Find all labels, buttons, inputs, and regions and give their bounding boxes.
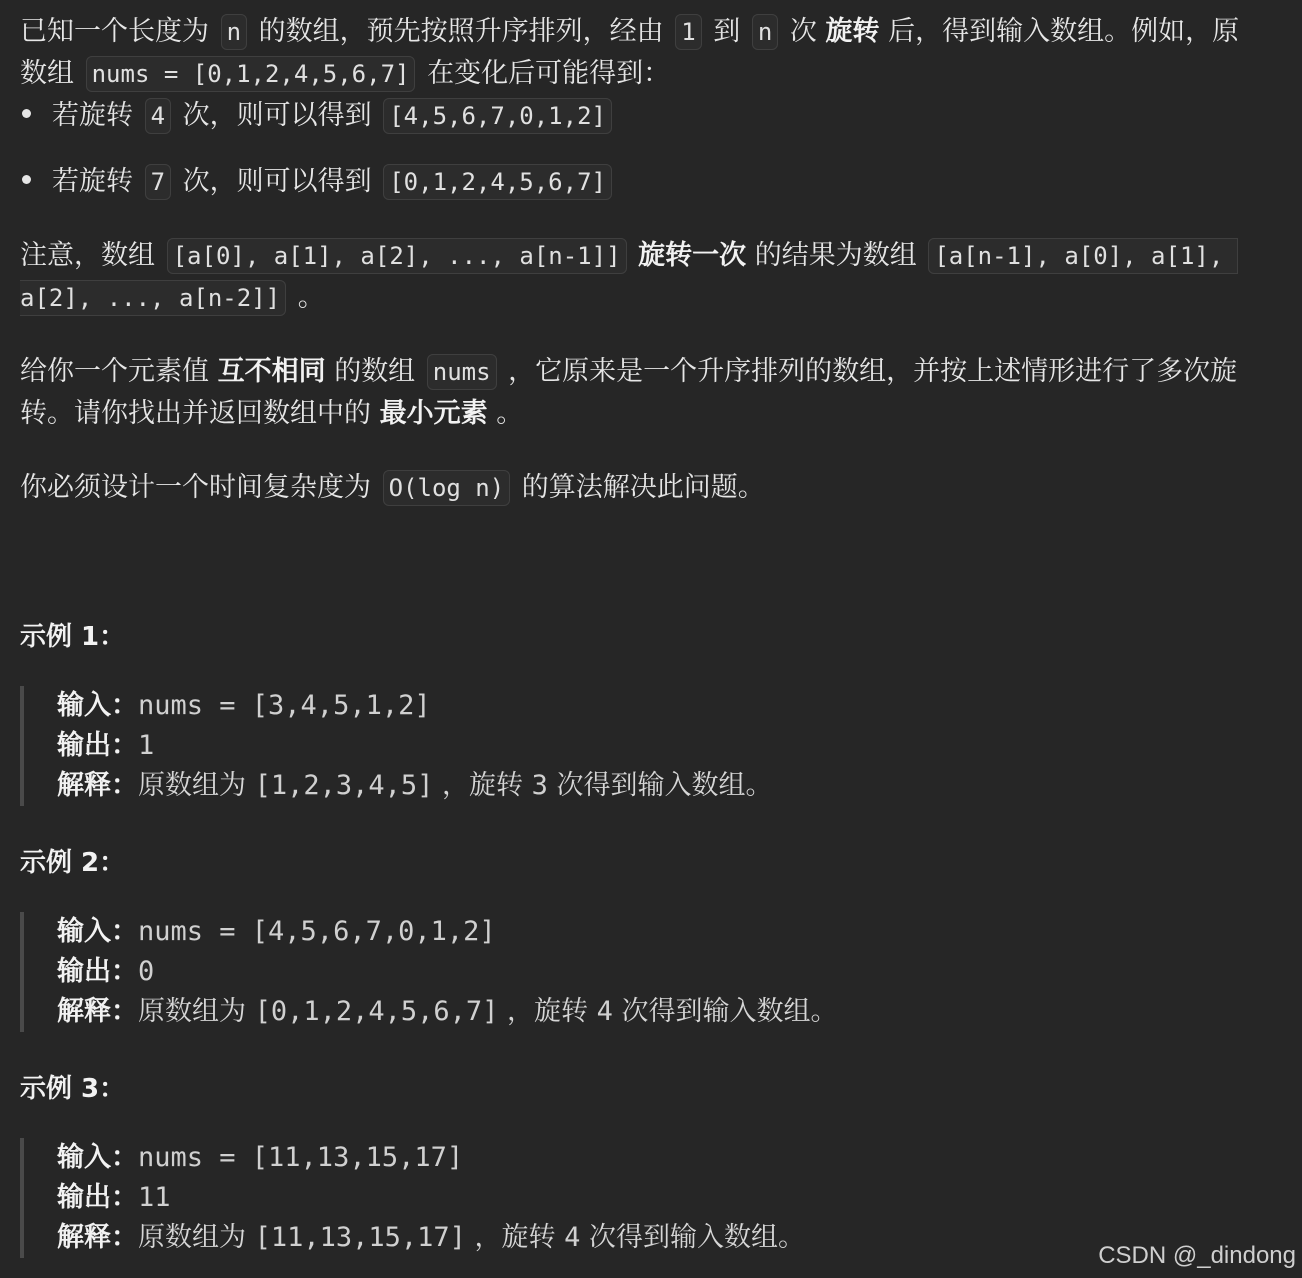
explain-text: 原数组为 [138,1222,246,1253]
text: 已知一个长度为 [20,16,209,47]
input-label: 输入： [57,916,138,947]
inline-code: 4 [145,98,171,134]
note-line-2 [20,278,325,318]
text: 你必须设计一个时间复杂度为 [20,472,371,503]
explain-text: 原数组为 [138,996,246,1027]
bold-text: 旋转一次 [638,240,747,271]
example-3-heading: 示例 3： [20,1074,126,1104]
explain-array: [1,2,3,4,5] [254,770,434,801]
input-label: 输入： [57,1142,138,1173]
example-1-block [20,686,1264,806]
bullet-item-2 [22,162,615,202]
explain-text: ，旋转 [507,996,589,1027]
explain-text: 原数组为 [138,770,246,801]
text: 到 [713,16,741,47]
bold-text: 旋转 [825,16,880,47]
example-explanation [57,1218,805,1258]
text: 次 [789,16,817,47]
inline-code: n [752,14,778,50]
text: 次，则可以得到 [182,100,372,131]
bullet-item-1 [22,96,615,136]
inline-code: [0,1,2,4,5,6,7] [383,164,612,200]
explain-text: 次得到输入数组。 [588,1222,805,1253]
output-value: 11 [138,1182,171,1213]
example-2-heading: 示例 2： [20,848,126,878]
explain-count: 4 [564,1222,581,1253]
bold-text: 最小元素 [379,398,488,429]
example-2-block [20,912,1264,1032]
bullet-dot-icon [22,175,31,184]
output-label: 输出： [57,730,138,761]
inline-code: nums [427,354,497,390]
bullet-dot-icon [22,109,31,118]
text: 的算法解决此问题。 [521,472,765,503]
text: 次，则可以得到 [182,166,372,197]
example-input [57,1138,463,1178]
example-explanation [57,992,837,1032]
description-line-2 [20,394,523,434]
example-3-block [20,1138,1264,1258]
example-input [57,912,496,952]
text: 的结果为数组 [754,240,917,271]
inline-code: nums = [0,1,2,4,5,6,7] [86,56,416,92]
input-value: nums = [3,4,5,1,2] [138,690,431,721]
text: 的数组，预先按照升序排列，经由 [258,16,664,47]
text: 。 [297,282,325,313]
example-explanation [57,766,772,806]
example-output [57,952,154,992]
note-line-1 [20,236,1238,276]
complexity-requirement [20,468,765,508]
explain-count: 3 [531,770,548,801]
inline-code: 7 [145,164,171,200]
explain-array: [0,1,2,4,5,6,7] [254,996,499,1027]
text: 的数组 [334,356,416,387]
explain-label: 解释： [57,996,138,1027]
explain-label: 解释： [57,1222,138,1253]
text: 注意，数组 [20,240,155,271]
inline-code: [a[0], a[1], a[2], ..., a[n-1]] [167,238,627,274]
text: 后，得到输入数组。例如，原 [888,16,1240,47]
input-value: nums = [4,5,6,7,0,1,2] [138,916,496,947]
inline-code: a[2], ..., a[n-2]] [20,280,286,316]
bold-text: 互不相同 [217,356,326,387]
explain-label: 解释： [57,770,138,801]
explain-array: [11,13,15,17] [254,1222,466,1253]
text: 。 [496,398,524,429]
text: 转。请你找出并返回数组中的 [20,398,371,429]
explain-count: 4 [596,996,613,1027]
explain-text: ，旋转 [442,770,523,801]
csdn-watermark: CSDN @_dindong [1098,1242,1296,1269]
text: 若旋转 [52,100,133,131]
text: ，它原来是一个升序排列的数组，并按上述情形进行了多次旋 [508,356,1238,387]
inline-code: n [221,14,247,50]
text: 数组 [20,58,74,89]
description-line-1 [20,352,1237,392]
text: 在变化后可能得到： [427,58,671,89]
inline-code: [a[n-1], a[0], a[1], [928,238,1238,274]
output-value: 1 [138,730,155,761]
output-label: 输出： [57,1182,138,1213]
explain-text: 次得到输入数组。 [621,996,838,1027]
example-output [57,726,154,766]
explain-text: ，旋转 [474,1222,556,1253]
problem-intro-line-1 [20,12,1239,52]
output-label: 输出： [57,956,138,987]
output-value: 0 [138,956,155,987]
example-output [57,1178,171,1218]
text: 给你一个元素值 [20,356,209,387]
input-label: 输入： [57,690,138,721]
example-1-heading: 示例 1： [20,622,126,652]
inline-code: [4,5,6,7,0,1,2] [383,98,612,134]
example-input [57,686,431,726]
problem-intro-line-2 [20,54,670,94]
explain-text: 次得到输入数组。 [556,770,773,801]
input-value: nums = [11,13,15,17] [138,1142,464,1173]
inline-code: 1 [675,14,701,50]
inline-code: O(log n) [383,470,511,506]
text: 若旋转 [52,166,133,197]
